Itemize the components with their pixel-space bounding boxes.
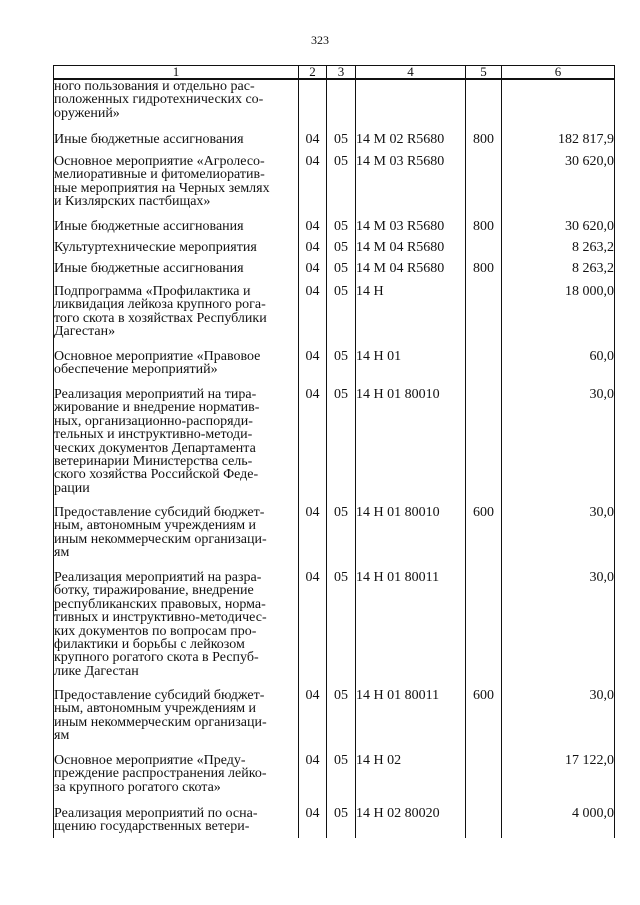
row-subsection: 05 <box>327 571 356 689</box>
row-expense-type: 800 <box>466 220 502 241</box>
row-section: 04 <box>299 285 327 350</box>
row-target-code: 14 М 02 R5680 <box>356 133 466 155</box>
row-expense-type <box>466 754 502 807</box>
row-subsection: 05 <box>327 754 356 807</box>
table-row <box>54 241 615 262</box>
table-row <box>54 155 615 220</box>
col-header-amount: 6 <box>502 66 615 80</box>
table-row <box>54 754 615 807</box>
row-expense-type: 800 <box>466 133 502 155</box>
row-target-code: 14 Н 01 80011 <box>356 571 466 689</box>
row-amount: 30,0 <box>502 571 615 689</box>
row-section: 04 <box>299 241 327 262</box>
col-header-section: 2 <box>299 66 327 80</box>
row-target-code <box>356 79 466 133</box>
row-expense-type <box>466 285 502 350</box>
row-target-code: 14 Н 01 80011 <box>356 689 466 754</box>
row-target-code: 14 М 03 R5680 <box>356 220 466 241</box>
row-subsection <box>327 79 356 133</box>
col-header-expense-type: 5 <box>466 66 502 80</box>
row-section: 04 <box>299 754 327 807</box>
table-row <box>54 350 615 388</box>
table-row <box>54 506 615 571</box>
row-name: ного пользования и отдельно рас- положенных гидротехнических со- оружений» <box>54 79 299 133</box>
row-amount: 30,0 <box>502 388 615 506</box>
row-amount: 30,0 <box>502 506 615 571</box>
row-subsection: 05 <box>327 506 356 571</box>
table-row <box>54 285 615 350</box>
row-amount: 17 122,0 <box>502 754 615 807</box>
row-name: Культуртехнические мероприятия <box>54 241 299 262</box>
row-name: Основное мероприятие «Преду- преждение распространения лейко- за крупного рогатого скота» <box>54 754 299 807</box>
row-target-code: 14 М 04 R5680 <box>356 241 466 262</box>
row-target-code: 14 Н 01 80010 <box>356 506 466 571</box>
row-target-code: 14 Н 01 <box>356 350 466 388</box>
row-target-code: 14 М 03 R5680 <box>356 155 466 220</box>
row-subsection: 05 <box>327 262 356 285</box>
row-amount: 30 620,0 <box>502 220 615 241</box>
row-name: Реализация мероприятий по осна- щению государственных ветери- <box>54 807 299 838</box>
row-expense-type: 600 <box>466 689 502 754</box>
row-amount <box>502 79 615 133</box>
row-subsection: 05 <box>327 133 356 155</box>
row-name: Иные бюджетные ассигнования <box>54 133 299 155</box>
row-section: 04 <box>299 571 327 689</box>
row-amount: 30 620,0 <box>502 155 615 220</box>
row-target-code: 14 Н 01 80010 <box>356 388 466 506</box>
row-section <box>299 79 327 133</box>
row-target-code: 14 М 04 R5680 <box>356 262 466 285</box>
row-name: Основное мероприятие «Правовое обеспечение мероприятий» <box>54 350 299 388</box>
row-section: 04 <box>299 133 327 155</box>
budget-table <box>53 65 615 838</box>
row-subsection: 05 <box>327 285 356 350</box>
row-expense-type <box>466 571 502 689</box>
table-row <box>54 571 615 689</box>
row-section: 04 <box>299 262 327 285</box>
row-expense-type <box>466 388 502 506</box>
row-expense-type <box>466 79 502 133</box>
row-amount: 60,0 <box>502 350 615 388</box>
col-header-subsection: 3 <box>327 66 356 80</box>
table-body <box>54 79 615 838</box>
row-name: Основное мероприятие «Агролесо- мелиоративные и фитомелиоратив- ные мероприятия на Черных землях и Кизлярских пастбищах» <box>54 155 299 220</box>
row-name: Реализация мероприятий на разра- ботку, тиражирование, внедрение республиканских правовых, норма- тивных и инструктивно-методичес- ких документов по вопросам про- филактики и борьбы с лейкозом крупного рогатого скота в Респуб- лике Дагестан <box>54 571 299 689</box>
row-subsection: 05 <box>327 241 356 262</box>
table-row <box>54 133 615 155</box>
row-expense-type <box>466 155 502 220</box>
row-subsection: 05 <box>327 155 356 220</box>
row-subsection: 05 <box>327 689 356 754</box>
row-amount: 8 263,2 <box>502 262 615 285</box>
row-expense-type <box>466 350 502 388</box>
row-subsection: 05 <box>327 807 356 838</box>
row-expense-type <box>466 807 502 838</box>
row-name: Подпрограмма «Профилактика и ликвидация лейкоза крупного рога- того скота в хозяйствах Республики Дагестан» <box>54 285 299 350</box>
row-section: 04 <box>299 350 327 388</box>
row-name: Иные бюджетные ассигнования <box>54 262 299 285</box>
row-subsection: 05 <box>327 388 356 506</box>
row-expense-type: 600 <box>466 506 502 571</box>
row-target-code: 14 Н <box>356 285 466 350</box>
table-row <box>54 220 615 241</box>
table-row <box>54 807 615 838</box>
table-row <box>54 262 615 285</box>
table-row <box>54 689 615 754</box>
row-expense-type <box>466 241 502 262</box>
page-number: 323 <box>311 33 329 47</box>
row-name: Реализация мероприятий на тира- жирование и внедрение норматив- ных, организационно-распоряди- тельных и инструктивно-методи- ческих документов Департамента ветеринарии Министерства сель- ского хозяйства Российской Феде- рации <box>54 388 299 506</box>
row-expense-type: 800 <box>466 262 502 285</box>
col-header-name: 1 <box>54 66 299 80</box>
row-amount: 18 000,0 <box>502 285 615 350</box>
header-row <box>54 66 615 80</box>
row-subsection: 05 <box>327 220 356 241</box>
row-name: Иные бюджетные ассигнования <box>54 220 299 241</box>
row-section: 04 <box>299 220 327 241</box>
row-target-code: 14 Н 02 <box>356 754 466 807</box>
row-section: 04 <box>299 388 327 506</box>
row-name: Предоставление субсидий бюджет- ным, автономным учреждениям и иным некоммерческим организаци- ям <box>54 689 299 754</box>
row-target-code: 14 Н 02 80020 <box>356 807 466 838</box>
row-name: Предоставление субсидий бюджет- ным, автономным учреждениям и иным некоммерческим организаци- ям <box>54 506 299 571</box>
col-header-target-code: 4 <box>356 66 466 80</box>
row-amount: 30,0 <box>502 689 615 754</box>
row-amount: 4 000,0 <box>502 807 615 838</box>
table-row <box>54 388 615 506</box>
row-amount: 8 263,2 <box>502 241 615 262</box>
row-amount: 182 817,9 <box>502 133 615 155</box>
row-subsection: 05 <box>327 350 356 388</box>
row-section: 04 <box>299 807 327 838</box>
row-section: 04 <box>299 155 327 220</box>
table-row <box>54 79 615 133</box>
row-section: 04 <box>299 506 327 571</box>
row-section: 04 <box>299 689 327 754</box>
